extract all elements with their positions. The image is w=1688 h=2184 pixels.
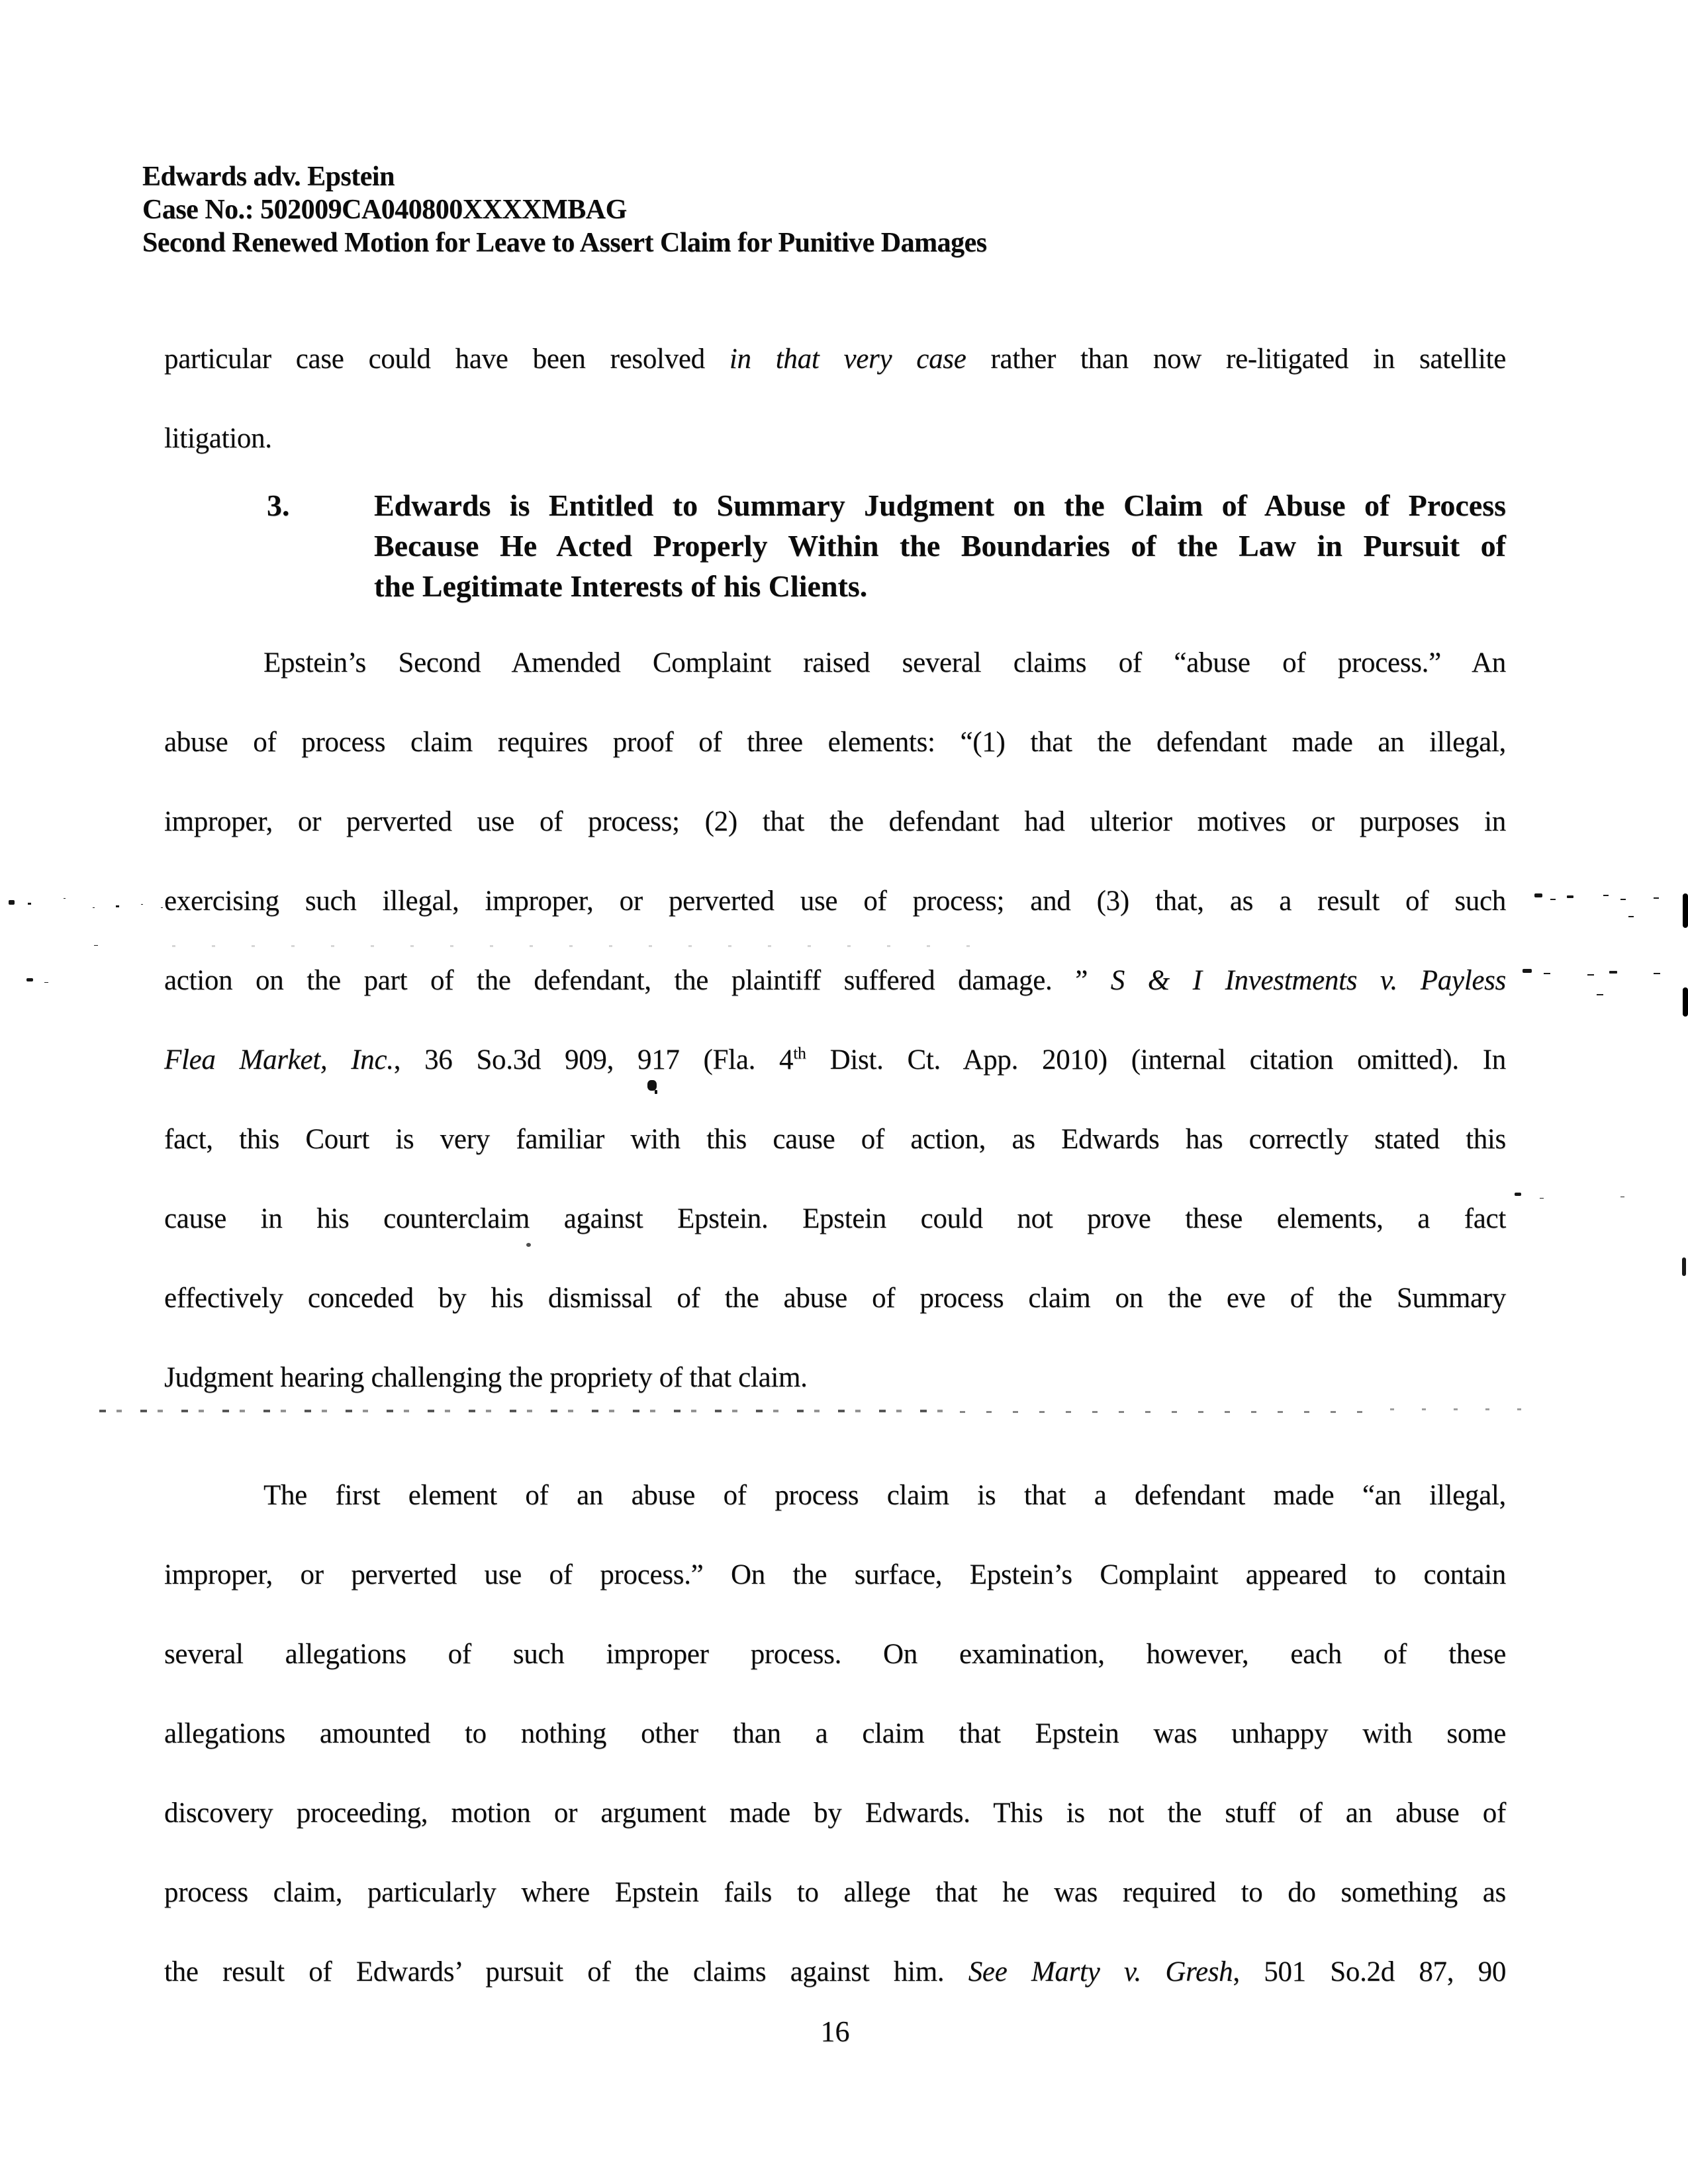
body-line: cause in his counterclaim against Epstein. Epstein could not prove these elements, a fact: [164, 1203, 1506, 1234]
body-line: discovery proceeding, motion or argument made by Edwards. This is not the stuff of an abuse of: [164, 1797, 1506, 1829]
caption-case-number: Case No.: 502009CA040800XXXXMBAG: [142, 195, 627, 225]
body-line: action on the part of the defendant, the plaintiff suffered damage. ” S & I Investments v. Payless: [164, 965, 1506, 996]
scan-noise-right-1: [1534, 893, 1542, 897]
scan-dotted-trace: [172, 945, 993, 947]
scan-edge-mark-2: [1683, 987, 1688, 1017]
heading-text: [374, 485, 1506, 606]
scan-noise-right-2: [1523, 969, 1532, 973]
body-line: abuse of process claim requires proof of three elements: “(1) that the defendant made an illegal,: [164, 727, 1506, 758]
scan-noise-left-1: [9, 900, 15, 905]
heading-line: the Legitimate Interests of his Clients.: [374, 569, 868, 603]
body-line: The first element of an abuse of process claim is that a defendant made “an illegal,: [263, 1480, 1506, 1511]
paragraph-abuse-of-process-elements: [164, 623, 1506, 1418]
section-heading-3: [267, 485, 1506, 606]
body-line: particular case could have been resolved in that very case rather than now re-litigated in satellite: [164, 343, 1506, 375]
scan-noise-left-2: [26, 978, 33, 981]
scan-dot: [526, 1243, 531, 1247]
scan-ink-blot: [647, 1080, 657, 1091]
body-line: litigation.: [164, 423, 272, 454]
page-number: 16: [820, 2015, 850, 2048]
scan-dotted-line-tail: [1390, 1408, 1536, 1410]
body-line: Epstein’s Second Amended Complaint raised several claims of “abuse of process.” An: [263, 647, 1506, 678]
body-line: several allegations of such improper process. On examination, however, each of these: [164, 1639, 1506, 1670]
body-line: improper, or perverted use of process.” On the surface, Epstein’s Complaint appeared to contain: [164, 1559, 1506, 1590]
case-caption: [142, 160, 987, 259]
caption-document-title: Second Renewed Motion for Leave to Assert Claim for Punitive Damages: [142, 228, 987, 258]
heading-line: Edwards is Entitled to Summary Judgment on the Claim of Abuse of Process: [374, 488, 1506, 522]
body-line: Flea Market, Inc., 36 So.3d 909, 917 (Fla. 4th Dist. Ct. App. 2010) (internal citation omitted). In: [164, 1043, 1506, 1075]
body-line: fact, this Court is very familiar with this cause of action, as Edwards has correctly stated this: [164, 1124, 1506, 1155]
body-line: improper, or perverted use of process; (2) that the defendant had ulterior motives or purposes in: [164, 806, 1506, 837]
body-line: effectively conceded by his dismissal of the abuse of process claim on the eve of the Summary: [164, 1283, 1506, 1314]
scan-edge-mark-1: [1683, 893, 1688, 928]
body-line: exercising such illegal, improper, or perverted use of process; and (3) that, as a result of such: [164, 886, 1506, 917]
heading-number: 3.: [267, 488, 290, 522]
paragraph-first-element: [164, 1456, 1506, 2012]
scan-noise-right-3: [1515, 1193, 1521, 1196]
heading-line: Because He Acted Properly Within the Boundaries of the Law in Pursuit of: [374, 529, 1506, 563]
scan-edge-mark-3: [1682, 1257, 1686, 1276]
caption-party-names: Edwards adv. Epstein: [142, 161, 395, 192]
body-line: process claim, particularly where Epstein fails to allege that he was required to do something as: [164, 1877, 1506, 1908]
scan-dotted-line-faint: [960, 1411, 1383, 1413]
body-line: the result of Edwards’ pursuit of the claims against him. See Marty v. Gresh, 501 So.2d 87, 90: [164, 1956, 1507, 1987]
body-line: allegations amounted to nothing other than a claim that Epstein was unhappy with some: [164, 1718, 1506, 1749]
paragraph-continued: [164, 320, 1506, 478]
body-line: Judgment hearing challenging the propriety of that claim.: [164, 1362, 808, 1393]
scan-dotted-line: [99, 1410, 960, 1412]
